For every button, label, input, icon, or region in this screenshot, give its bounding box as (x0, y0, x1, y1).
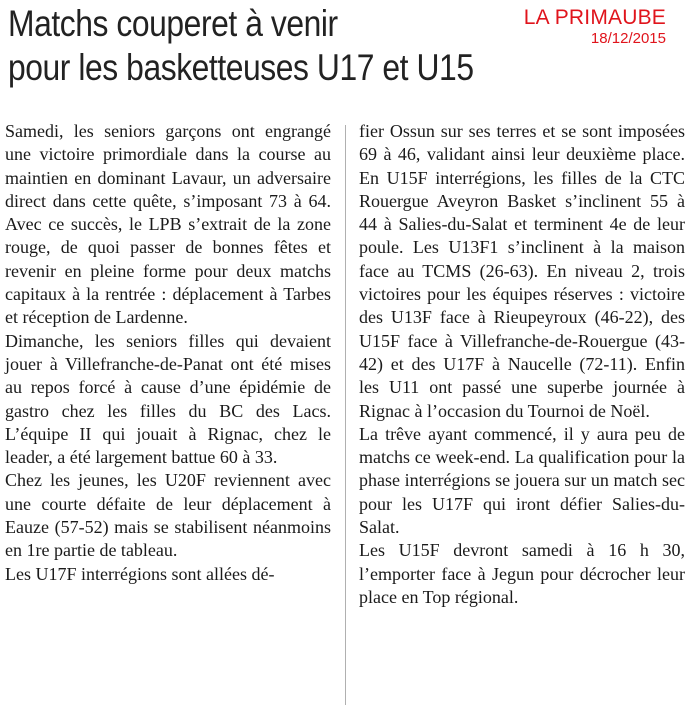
article-column-left (5, 120, 331, 586)
paragraph-seniors-filles: Dimanche, les seniors filles qui devaient jouer à Villefranche-de-Panat ont été mises au repos forcé à cause d’une épidémie de gastro chez les filles du BC des Lacs. L’équipe II qui jouait à Rignac, chez le leader, a été largement battue 60 à 33. (5, 330, 331, 468)
paragraph-seniors-garcons: Samedi, les seniors garçons ont engrangé une victoire primordiale dans la course au maintien en dominant Lavaur, un adversaire direct dans cette quête, s’imposant 73 à 64. Avec ce succès, le LPB s’extrait de la zone rouge, de quoi passer de bonnes fêtes et revenir en pleine forme pour deux matchs capitaux à la rentrée : déplacement à Tarbes et réception de Lardenne. (5, 121, 331, 328)
paragraph-u17f-continued: fier Ossun sur ses terres et se sont imposées 69 à 46, validant ainsi leur deuxième place. En U15F interrégions, les filles de la CTC Rouergue Aveyron Basket s’inclinent 55 à 44 à Salies-du-Salat et terminent 4e de leur poule. Les U13F1 s’inclinent à la maison face au TCMS (26-63). En niveau 2, trois victoires pour les équipes réserves : victoire des U13F face à Rieupeyroux (46-22), des U15F face à Villefranche-de-Rouergue (43-42) et des U17F à Naucelle (72-11). Enfin les U11 ont passé une superbe journée à Rignac à l’occasion du Tournoi de Noël. (359, 121, 685, 421)
article-headline (8, 2, 490, 90)
article-column-right (359, 120, 685, 609)
column-divider (345, 125, 346, 705)
paragraph-u17f-start: Les U17F interrégions sont allées dé- (5, 563, 275, 584)
source-stamp (524, 6, 666, 47)
source-date: 18/12/2015 (590, 30, 666, 47)
paragraph-jeunes: Chez les jeunes, les U20F reviennent avec une courte défaite de leur déplacement à Eauze (57-52) mais se stabilisent néanmoins en 1re partie de tableau. (5, 470, 331, 561)
headline-line-2: pour les basketteuses U17 et U15 (8, 47, 474, 88)
headline-line-1: Matchs couperet à venir (8, 3, 338, 44)
source-name: LA PRIMAUBE (523, 6, 666, 29)
paragraph-u15f: Les U15F devront samedi à 16 h 30, l’emporter face à Jegun pour décrocher leur place en Top régional. (359, 540, 685, 607)
paragraph-treve: La trêve ayant commencé, il y aura peu de matchs ce week-end. La qualification pour la phase interrégions se jouera sur un match sec pour les U17F qui iront défier Salies-du-Salat. (359, 423, 685, 538)
